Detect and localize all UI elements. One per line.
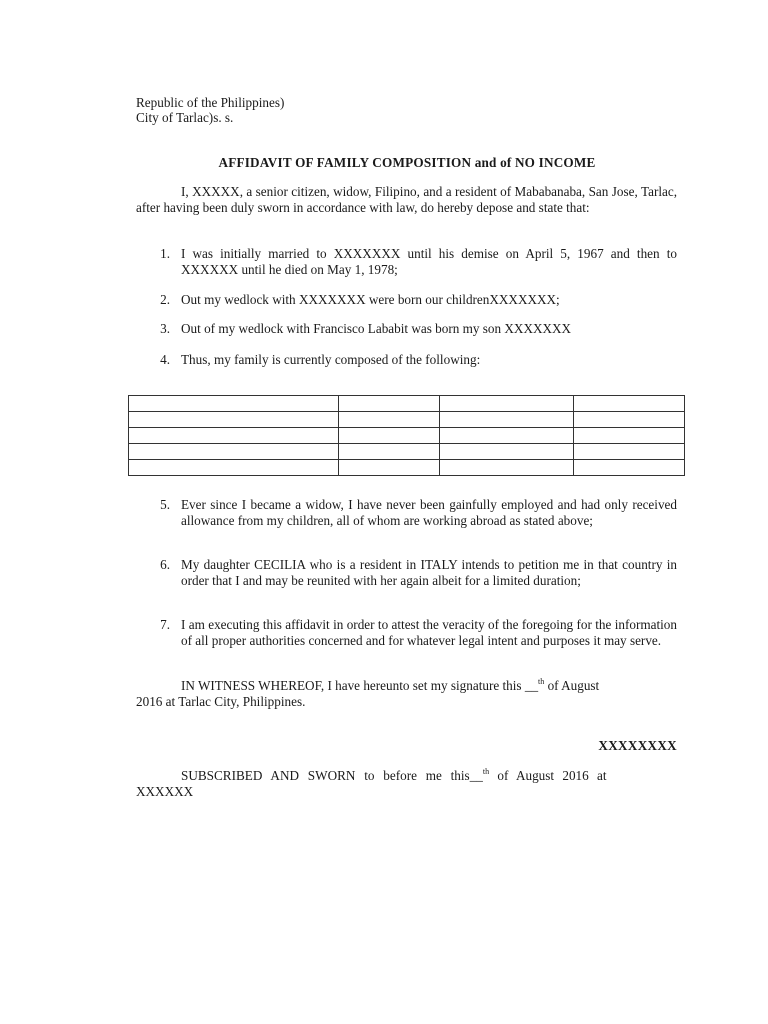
sworn-text: SUBSCRIBED AND SWORN to before me this — [181, 768, 470, 783]
table-cell — [574, 460, 685, 476]
list-item-text: My daughter CECILIA who is a resident in ITALY intends to petition me in that country in order that I and may be reunited with her again albeit for a limited duration; — [181, 557, 677, 588]
table-row — [129, 412, 685, 428]
list-item-text: I am executing this affidavit in order to attest the veracity of the foregoing for the information of all proper authorities concerned and for whatever legal intent and purposes it may serve. — [181, 617, 677, 648]
sworn-ordinal-suffix: th — [482, 767, 490, 776]
table-cell — [440, 412, 574, 428]
table-cell — [338, 412, 440, 428]
intro-paragraph: I, XXXXX, a senior citizen, widow, Filipino, and a resident of Mababanaba, San Jose, Tarlac, after having been duly sworn in accordance with law, do hereby depose and state that: — [136, 184, 677, 215]
list-item-number: 4. — [160, 352, 170, 367]
witness-paragraph-line1 — [181, 678, 599, 694]
table-row — [129, 460, 685, 476]
table-cell — [338, 428, 440, 444]
table-cell — [338, 396, 440, 412]
list-item-number: 2. — [160, 292, 170, 307]
list-item-text: Out my wedlock with XXXXXXX were born our childrenXXXXXXX; — [181, 292, 560, 307]
list-item-number: 6. — [160, 557, 170, 572]
table-cell — [574, 412, 685, 428]
table-cell — [338, 444, 440, 460]
table-row — [129, 396, 685, 412]
witness-month: of August — [544, 678, 600, 693]
list-item-number: 3. — [160, 321, 170, 336]
sworn-date — [470, 768, 677, 784]
family-composition-table — [128, 395, 685, 476]
table-cell — [338, 460, 440, 476]
sworn-date-blank: __ — [469, 768, 483, 783]
document-title: AFFIDAVIT OF FAMILY COMPOSITION and of NO INCOME — [218, 155, 596, 170]
witness-ordinal-suffix: th — [538, 677, 545, 686]
sworn-paragraph-line2: XXXXXX — [136, 784, 194, 799]
list-item-number: 1. — [160, 246, 170, 261]
list-item-text: I was initially married to XXXXXXX until his demise on April 5, 1967 and then to XXXXXX until he died on May 1, 1978; — [181, 246, 677, 277]
table-cell — [440, 444, 574, 460]
table-cell — [574, 396, 685, 412]
sworn-month: of August 2016 at — [489, 768, 607, 783]
list-item-number: 5. — [160, 497, 170, 512]
witness-date-blank: __ — [524, 678, 539, 693]
sworn-paragraph-line1 — [181, 768, 677, 784]
list-item-text: Out of my wedlock with Francisco Lababit was born my son XXXXXXX — [181, 321, 572, 336]
table-cell — [129, 412, 339, 428]
table-row — [129, 428, 685, 444]
table-cell — [440, 428, 574, 444]
table-cell — [129, 428, 339, 444]
table-cell — [129, 396, 339, 412]
table-cell — [440, 460, 574, 476]
signature-name: XXXXXXXX — [598, 738, 677, 753]
list-item-text: Ever since I became a widow, I have never been gainfully employed and had only received allowance from my children, all of whom are working abroad as stated above; — [181, 497, 677, 528]
witness-paragraph-line2: 2016 at Tarlac City, Philippines. — [136, 694, 306, 709]
table-cell — [574, 428, 685, 444]
table-cell — [574, 444, 685, 460]
table-cell — [129, 444, 339, 460]
list-item-text: Thus, my family is currently composed of the following: — [181, 352, 481, 367]
table-row — [129, 444, 685, 460]
header-line-city: City of Tarlac)s. s. — [136, 110, 234, 125]
header-line-republic: Republic of the Philippines) — [136, 95, 285, 110]
witness-text: IN WITNESS WHEREOF, I have hereunto set my signature this — [181, 678, 525, 693]
table-cell — [440, 396, 574, 412]
list-item-number: 7. — [160, 617, 170, 632]
table-cell — [129, 460, 339, 476]
